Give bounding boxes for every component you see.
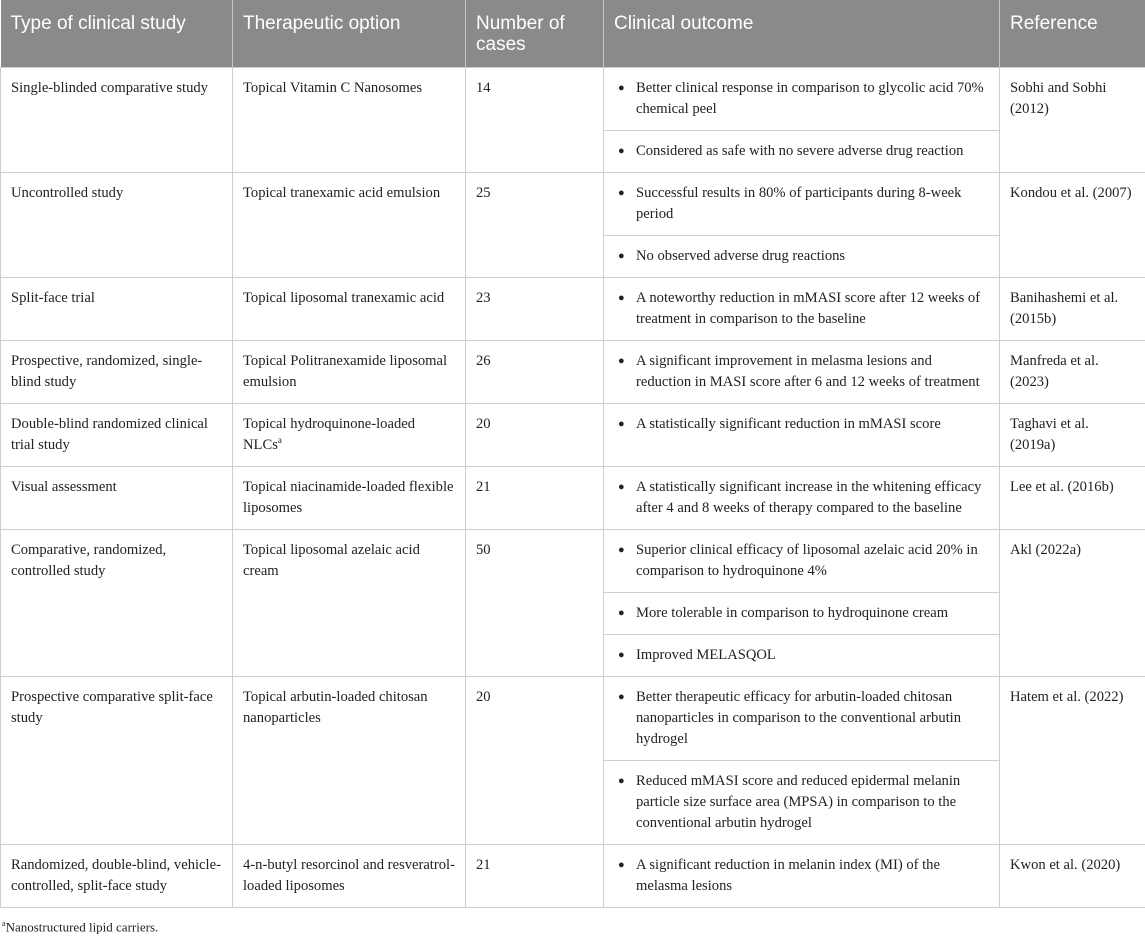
table-row <box>1 278 1145 341</box>
outcome-item <box>604 677 999 761</box>
therapeutic-option-text: Topical Vitamin C Nanosomes <box>243 80 423 96</box>
cell-study-type: Single-blinded comparative study <box>1 68 233 173</box>
cell-study-type: Prospective comparative split-face study <box>1 677 233 845</box>
cell-number-of-cases: 26 <box>466 341 604 404</box>
bullet-dot-icon: ● <box>618 250 625 262</box>
bullet-dot-icon: ● <box>618 649 625 661</box>
bullet-dot-icon: ● <box>618 82 625 94</box>
bullet-dot-icon: ● <box>618 481 625 493</box>
outcome-item <box>604 68 999 131</box>
cell-therapeutic-option <box>233 404 466 467</box>
outcome-item <box>604 404 999 445</box>
table-header <box>1 0 1145 68</box>
header-reference: Reference <box>1000 0 1145 68</box>
cell-number-of-cases: 21 <box>466 467 604 530</box>
outcome-item <box>604 173 999 236</box>
cell-clinical-outcome <box>604 404 1000 467</box>
therapeutic-option-text: Topical hydroquinone-loaded NLCs <box>243 416 416 453</box>
outcome-text: Improved MELASQOL <box>636 647 776 663</box>
cell-clinical-outcome <box>604 845 1000 908</box>
bullet-dot-icon: ● <box>618 775 625 787</box>
therapeutic-option-text: 4-n-butyl resorcinol and resveratrol-loaded liposomes <box>243 857 455 894</box>
therapeutic-option-text: Topical arbutin-loaded chitosan nanoparticles <box>243 689 428 726</box>
cell-therapeutic-option <box>233 845 466 908</box>
cell-reference: Taghavi et al. (2019a) <box>1000 404 1145 467</box>
cell-reference: Sobhi and Sobhi (2012) <box>1000 68 1145 173</box>
table-row <box>1 404 1145 467</box>
outcome-text: A statistically significant increase in the whitening efficacy after 4 and 8 weeks of therapy compared to the baseline <box>636 479 982 516</box>
outcome-text: Considered as safe with no severe adverse drug reaction <box>636 143 964 159</box>
outcome-text: A statistically significant reduction in mMASI score <box>636 416 941 432</box>
table-row <box>1 530 1145 677</box>
outcome-text: No observed adverse drug reactions <box>636 248 846 264</box>
cell-study-type: Prospective, randomized, single-blind study <box>1 341 233 404</box>
cell-therapeutic-option <box>233 68 466 173</box>
therapeutic-option-text: Topical niacinamide-loaded flexible liposomes <box>243 479 454 516</box>
table-body <box>1 68 1145 908</box>
cell-therapeutic-option <box>233 278 466 341</box>
outcome-text: A noteworthy reduction in mMASI score after 12 weeks of treatment in comparison to the baseline <box>636 290 981 327</box>
bullet-dot-icon: ● <box>618 544 625 556</box>
outcome-item <box>604 845 999 907</box>
cell-reference: Lee et al. (2016b) <box>1000 467 1145 530</box>
outcome-item <box>604 530 999 593</box>
cell-number-of-cases: 50 <box>466 530 604 677</box>
cell-clinical-outcome <box>604 467 1000 530</box>
outcome-text: Better clinical response in comparison to glycolic acid 70% chemical peel <box>636 80 984 117</box>
cell-number-of-cases: 25 <box>466 173 604 278</box>
table-row <box>1 677 1145 845</box>
header-row <box>1 0 1145 68</box>
table-row <box>1 467 1145 530</box>
bullet-dot-icon: ● <box>618 355 625 367</box>
outcome-text: Superior clinical efficacy of liposomal azelaic acid 20% in comparison to hydroquinone 4% <box>636 542 978 579</box>
cell-reference: Kwon et al. (2020) <box>1000 845 1145 908</box>
bullet-dot-icon: ● <box>618 187 625 199</box>
cell-number-of-cases: 23 <box>466 278 604 341</box>
outcome-text: A significant reduction in melanin index (MI) of the melasma lesions <box>636 857 940 894</box>
table-row <box>1 68 1145 173</box>
table-row <box>1 173 1145 278</box>
bullet-dot-icon: ● <box>618 607 625 619</box>
outcome-item <box>604 131 999 172</box>
outcome-item <box>604 635 999 676</box>
cell-therapeutic-option <box>233 467 466 530</box>
cell-study-type: Randomized, double-blind, vehicle-controlled, split-face study <box>1 845 233 908</box>
cell-clinical-outcome <box>604 341 1000 404</box>
cell-reference: Manfreda et al. (2023) <box>1000 341 1145 404</box>
cell-study-type: Double-blind randomized clinical trial study <box>1 404 233 467</box>
cell-study-type: Uncontrolled study <box>1 173 233 278</box>
cell-study-type: Split-face trial <box>1 278 233 341</box>
cell-clinical-outcome <box>604 173 1000 278</box>
cell-number-of-cases: 14 <box>466 68 604 173</box>
outcome-text: Better therapeutic efficacy for arbutin-loaded chitosan nanoparticles in comparison to the conventional arbutin hydrogel <box>636 689 962 747</box>
cell-number-of-cases: 21 <box>466 845 604 908</box>
header-number-of-cases: Number of cases <box>466 0 604 68</box>
outcome-text: Successful results in 80% of participants during 8-week period <box>636 185 962 222</box>
cell-study-type: Comparative, randomized, controlled study <box>1 530 233 677</box>
bullet-dot-icon: ● <box>618 418 625 430</box>
cell-number-of-cases: 20 <box>466 677 604 845</box>
cell-therapeutic-option <box>233 530 466 677</box>
outcome-item <box>604 278 999 340</box>
therapeutic-option-text: Topical tranexamic acid emulsion <box>243 185 441 201</box>
table-row <box>1 341 1145 404</box>
footnote-marker: a <box>2 919 6 928</box>
therapeutic-option-text: Topical liposomal tranexamic acid <box>243 290 445 306</box>
outcome-text: Reduced mMASI score and reduced epidermal melanin particle size surface area (MPSA) in comparison to the conventional arbutin hydrogel <box>636 773 961 831</box>
bullet-dot-icon: ● <box>618 145 625 157</box>
cell-clinical-outcome <box>604 677 1000 845</box>
cell-reference: Banihashemi et al. (2015b) <box>1000 278 1145 341</box>
outcome-item <box>604 593 999 635</box>
cell-reference: Akl (2022a) <box>1000 530 1145 677</box>
outcome-item <box>604 467 999 529</box>
cell-reference: Hatem et al. (2022) <box>1000 677 1145 845</box>
footnote-ref-marker: a <box>277 435 282 446</box>
outcome-item <box>604 761 999 844</box>
bullet-dot-icon: ● <box>618 859 625 871</box>
cell-therapeutic-option <box>233 341 466 404</box>
cell-therapeutic-option <box>233 677 466 845</box>
header-therapeutic-option: Therapeutic option <box>233 0 466 68</box>
outcome-text: A significant improvement in melasma lesions and reduction in MASI score after 6 and 12 weeks of treatment <box>636 353 980 390</box>
bullet-dot-icon: ● <box>618 292 625 304</box>
bullet-dot-icon: ● <box>618 691 625 703</box>
table-footnote <box>2 916 1145 935</box>
header-clinical-outcome: Clinical outcome <box>604 0 1000 68</box>
cell-clinical-outcome <box>604 530 1000 677</box>
cell-therapeutic-option <box>233 173 466 278</box>
cell-reference: Kondou et al. (2007) <box>1000 173 1145 278</box>
outcome-item <box>604 341 999 403</box>
cell-study-type: Visual assessment <box>1 467 233 530</box>
cell-number-of-cases: 20 <box>466 404 604 467</box>
outcome-text: More tolerable in comparison to hydroquinone cream <box>636 605 949 621</box>
table-row <box>1 845 1145 908</box>
footnote-text: Nanostructured lipid carriers. <box>5 919 159 935</box>
header-type-of-study: Type of clinical study <box>1 0 233 68</box>
cell-clinical-outcome <box>604 278 1000 341</box>
cell-clinical-outcome <box>604 68 1000 173</box>
therapeutic-option-text: Topical Politranexamide liposomal emulsion <box>243 353 448 390</box>
therapeutic-option-text: Topical liposomal azelaic acid cream <box>243 542 420 579</box>
outcome-item <box>604 236 999 277</box>
